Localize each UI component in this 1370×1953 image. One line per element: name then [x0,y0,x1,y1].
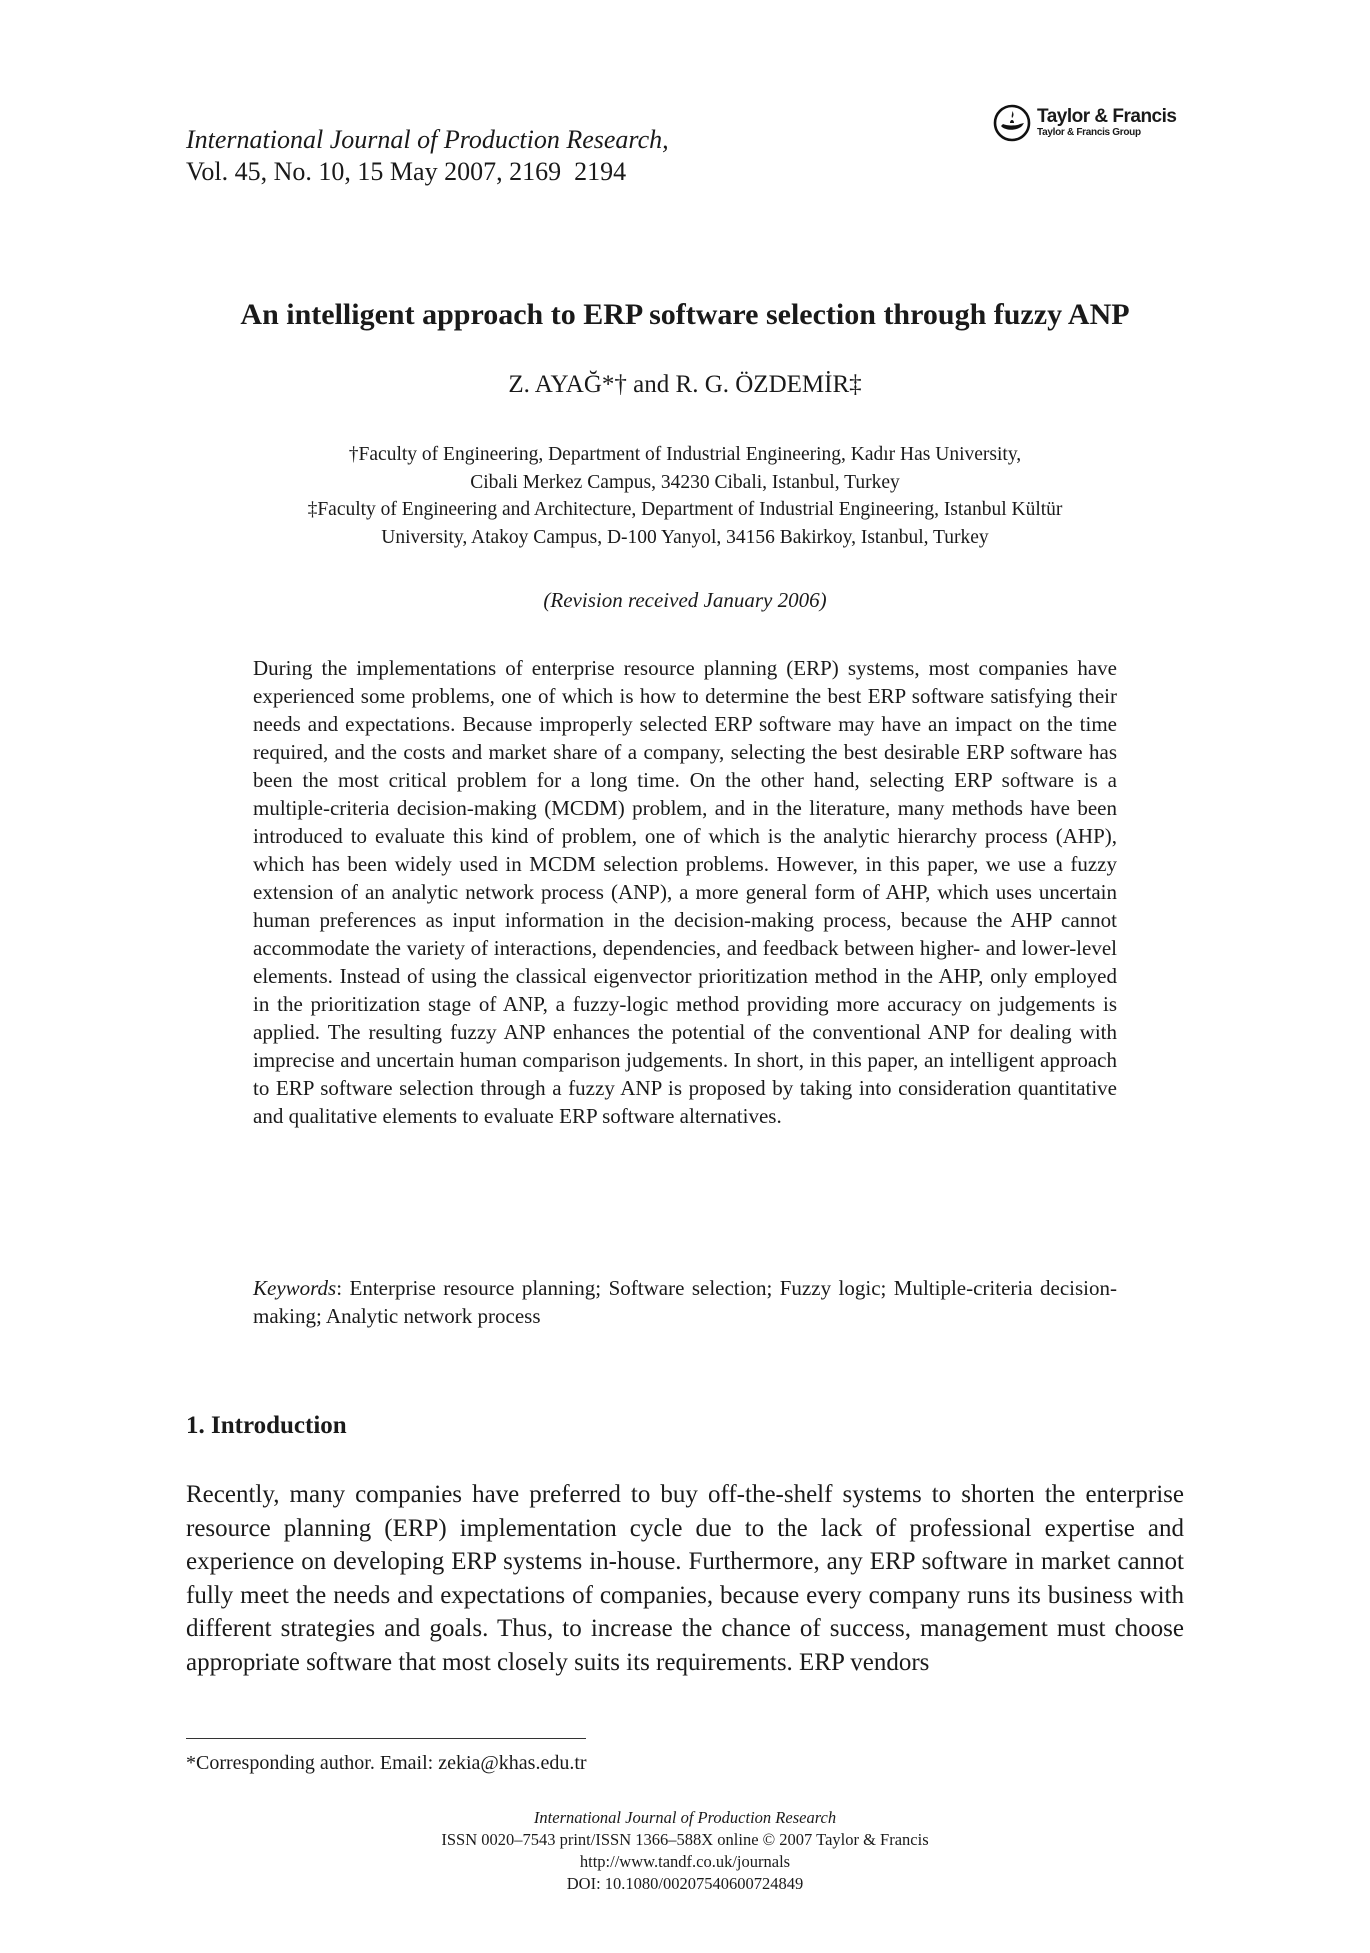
revision-note: (Revision received January 2006) [543,588,827,612]
page-footer [186,1807,1184,1895]
keywords-text: : Enterprise resource planning; Software selection; Fuzzy logic; Multiple-criteria decision-making; Analytic network process [253,1276,1117,1328]
affiliation-line: Cibali Merkez Campus, 34230 Cibali, Istanbul, Turkey [470,471,900,493]
oil-lamp-icon [993,104,1031,142]
keywords [253,1274,1117,1330]
paper-title: An intelligent approach to ERP software selection through fuzzy ANP [240,298,1130,331]
abstract: During the implementations of enterprise resource planning (ERP) systems, most companies have experienced some problems, one of which is how to determine the best ERP software satisfying their needs and expectations. Because improperly selected ERP software may have an impact on the time required, and the costs and market share of a company, selecting the best desirable ERP software has been the most critical problem for a long time. On the other hand, selecting ERP software is a multiple-criteria decision-making (MCDM) problem, and in the literature, many methods have been introduced to evaluate this kind of problem, one of which is the analytic hierarchy process (AHP), which has been widely used in MCDM selection problems. However, in this paper, we use a fuzzy extension of an analytic network process (ANP), a more general form of AHP, which uses uncertain human preferences as input information in the decision-making process, because the AHP cannot accommodate the variety of interactions, dependencies, and feedback between higher- and lower-level elements. Instead of using the classical eigenvector prioritization method in the AHP, only employed in the prioritization stage of ANP, a fuzzy-logic method providing more accuracy on judgements is applied. The resulting fuzzy ANP enhances the potential of the conventional ANP for dealing with imprecise and uncertain human comparison judgements. In short, in this paper, an intelligent approach to ERP software selection through a fuzzy ANP is proposed by taking into consideration quantitative and qualitative elements to evaluate ERP software alternatives. [253,656,1117,1128]
publisher-group: Taylor & Francis Group [1037,127,1141,138]
footer-doi: DOI: 10.1080/00207540600724849 [566,1874,804,1893]
affiliation-line: †Faculty of Engineering, Department of Industrial Engineering, Kadır Has University, [348,444,1022,465]
journal-header [186,124,669,188]
affiliations [186,441,1184,551]
footer-issn: ISSN 0020–7543 print/ISSN 1366–588X online © 2007 Taylor & Francis [441,1830,929,1849]
footer-url[interactable]: http://www.tandf.co.uk/journals [579,1852,791,1871]
introduction-text: Recently, many companies have preferred to buy off-the-shelf systems to shorten the enterprise resource planning (ERP) implementation cycle due to the lack of professional expertise and experience on developing ERP systems in-house. Furthermore, any ERP software in market cannot fully meet the needs and expectations of companies, because every company runs its business with different strategies and goals. Thus, to increase the chance of success, management must choose appropriate software that most closely suits its requirements. ERP vendors [186,1481,1184,1676]
footnote: *Corresponding author. Email: zekia@khas.edu.tr [186,1752,587,1774]
publisher-name: Taylor & Francis [1037,106,1177,127]
journal-name: International Journal of Production Research, [186,125,669,154]
section-heading: 1. Introduction [186,1412,347,1439]
journal-volume: Vol. 45, No. 10, 15 May 2007, 2169 2194 [186,157,627,186]
footnote-divider [186,1738,586,1739]
publisher-logo [993,104,1176,142]
keywords-label: Keywords [253,1276,337,1300]
affiliation-line: ‡Faculty of Engineering and Architecture, Department of Industrial Engineering, Istanbul Kültür [307,499,1063,520]
paper-authors: Z. AYAĞ*† and R. G. ÖZDEMİR‡ [508,371,862,398]
footer-journal: International Journal of Production Research [533,1808,837,1827]
affiliation-line: University, Atakoy Campus, D-100 Yanyol, 34156 Bakirkoy, Istanbul, Turkey [381,526,989,548]
